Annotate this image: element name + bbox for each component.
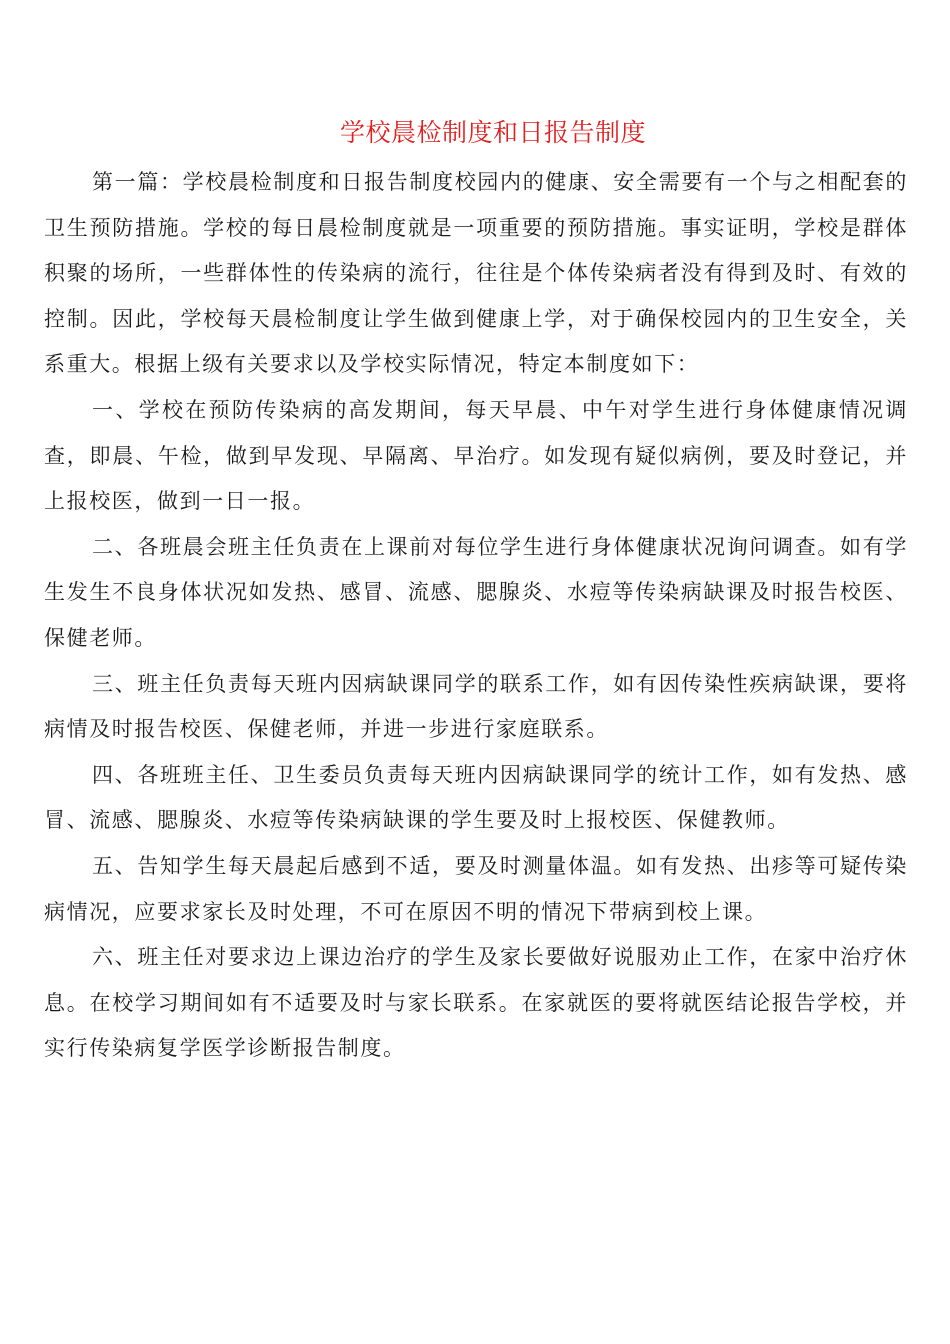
document-title: 学校晨检制度和日报告制度 (339, 118, 646, 147)
paragraph-rule-4: 四、各班班主任、卫生委员负责每天班内因病缺课同学的统计工作，如有发热、感冒、流感、腮腺炎、水痘等传染病缺课的学生要及时上报校医、保健教师。 (44, 762, 908, 833)
paragraph-rule-2: 二、各班晨会班主任负责在上课前对每位学生进行身体健康状况询问调查。如有学生发生不良身体状况如发热、感冒、流感、腮腺炎、水痘等传染病缺课及时报告校医、保健老师。 (44, 534, 908, 650)
paragraph-rule-3: 三、班主任负责每天班内因病缺课同学的联系工作，如有因传染性疾病缺课，要将病情及时报告校医、保健老师，并进一步进行家庭联系。 (44, 671, 908, 742)
paragraph-rule-1: 一、学校在预防传染病的高发期间，每天早晨、中午对学生进行身体健康情况调查，即晨、午检，做到早发现、早隔离、早治疗。如发现有疑似病例，要及时登记，并上报校医，做到一日一报。 (44, 397, 908, 514)
paragraph-rule-5: 五、告知学生每天晨起后感到不适，要及时测量体温。如有发热、出疹等可疑传染病情况，应要求家长及时处理，不可在原因不明的情况下带病到校上课。 (44, 853, 908, 924)
paragraph-intro: 第一篇：学校晨检制度和日报告制度校园内的健康、安全需要有一个与之相配套的卫生预防措施。学校的每日晨检制度就是一项重要的预防措施。事实证明，学校是群体积聚的场所，一些群体性的传染病的流行，往往是个体传染病者没有得到及时、有效的控制。因此，学校每天晨检制度让学生做到健康上学，对于确保校园内的卫生安全，关系重大。根据上级有关要求以及学校实际情况，特定本制度如下： (44, 170, 908, 377)
document-body (44, 160, 908, 1072)
paragraph-rule-6: 六、班主任对要求边上课边治疗的学生及家长要做好说服劝止工作，在家中治疗休息。在校学习期间如有不适要及时与家长联系。在家就医的要将就医结论报告学校，并实行传染病复学医学诊断报告制度。 (44, 945, 908, 1061)
